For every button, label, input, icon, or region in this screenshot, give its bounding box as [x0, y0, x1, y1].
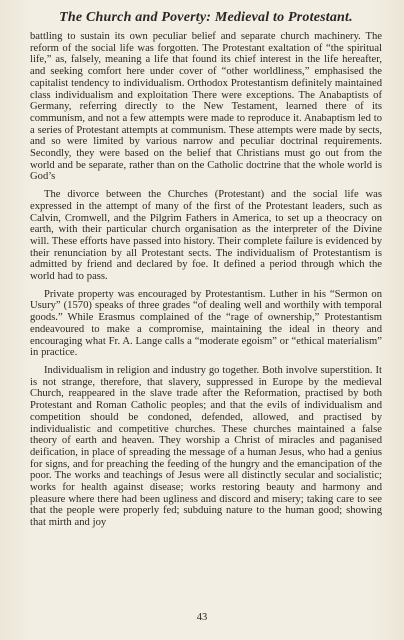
page-number: 43	[196, 612, 208, 623]
paragraph-1: battling to sustain its own peculiar belief and separate church machinery. The reform of the social life was forgotten. The Protestant exaltation of “the spiritual life,” as, falsely, meaning a life that found its chief interest in the life hereafter, and seeking comfort here under cover of “other worldliness,” emphasised the capitalist tendency to individualism. Orthodox Protestantism definitely maintained class individualism and exploitation There were exceptions. The Anabaptists of Germany, referring directly to the New Testament, learned there of its communism, and not a few attempts were made to reproduce it. Anabaptism led to a series of Protestant attempts at communism. These attempts were made by sects, and so were limited by various narrow and peculiar doctrinal requirements. Secondly, they were based on the belief that Christians must go out from the world and be separate, rather than on the Catholic doctrine that the whole world is God’s	[30, 31, 382, 183]
body-text	[30, 31, 382, 529]
paragraph-4: Individualism in religion and industry go together. Both involve superstition. It is not strange, therefore, that slavery, suppressed in Europe by the medieval Church, reappeared in the slave trade after the Reformation, practised by both Protestant and Roman Catholic peoples; and that the evils of individualism and competition should be condoned, defended, allowed, and practised by individualistic and competitive churches. These churches maintained a false theory of earth and heaven. They worship a Christ of miracles and paganised deification, in place of spreading the message of a human Jesus, who had a genius for signs, and for preaching the feeding of the hungry and the emancipation of the poor. The works and teachings of Jesus were all distinctly secular and socialistic; works for health against disease; works restoring beauty and harmony and pleasure where there had been ugliness and discord and misery; taking care to see that the people were properly fed; subduing nature to the human good; showing that mirth and joy	[30, 364, 382, 529]
paragraph-2: The divorce between the Churches (Protestant) and the social life was expressed in the attempt of many of the first of the Protestant leaders, such as Calvin, Cromwell, and the Pilgrim Fathers in America, to set up a theocracy on earth, with their particular church organisation as the interpreter of the Divine will. These efforts have passed into history. Their complete failure is evidenced by their renunciation by all Protestant sects. The individualism of Protestantism is admitted by friend and declared by foe. It defined a period through which the world had to pass.	[30, 189, 382, 283]
running-header: The Church and Poverty: Medieval to Protestant.	[59, 10, 353, 25]
paragraph-3: Private property was encouraged by Protestantism. Luther in his “Sermon on Usury” (1570) speaks of three grades “of dealing well and worthily with temporal goods.” While Erasmus complained of the “rage of ownership,” Protestantism endeavoured to make a compromise, maintaining the ideal in theory and encouraging what Fr. A. Lange calls a “moderate egoism” or “ethical materialism” in practice.	[30, 288, 382, 359]
